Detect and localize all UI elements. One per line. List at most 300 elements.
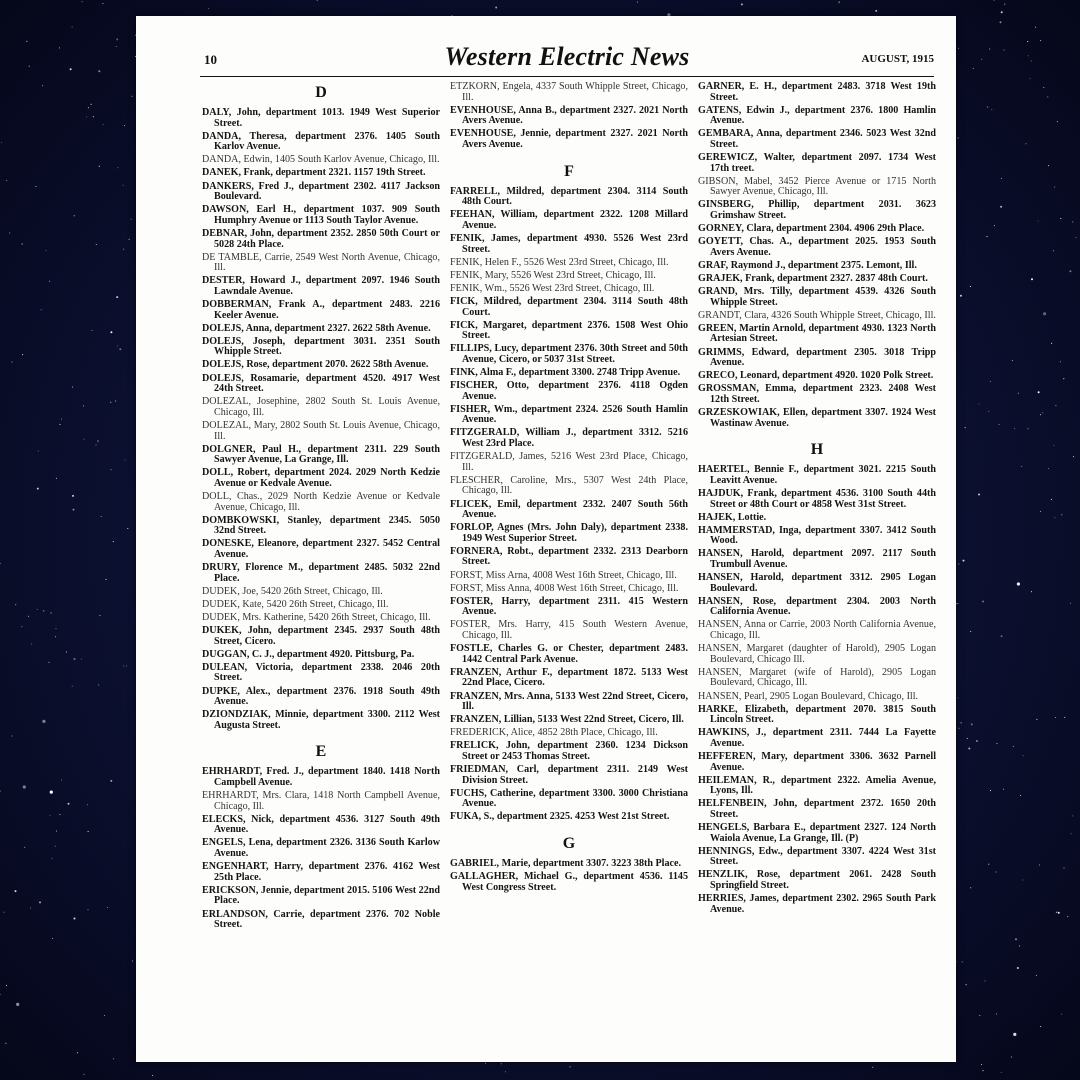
directory-entry: FRANZEN, Arthur F., department 1872. 5133 West 22nd Place, Cicero. bbox=[450, 666, 688, 689]
directory-entry: DOLEJS, Joseph, department 3031. 2351 South Whipple Street. bbox=[202, 335, 440, 358]
star bbox=[1001, 178, 1002, 179]
star bbox=[70, 68, 72, 70]
star bbox=[1031, 60, 1032, 61]
directory-entry: DOLEJS, Rose, department 2070. 2622 58th Avenue. bbox=[202, 359, 429, 371]
directory-entry: ENGELS, Lena, department 2326. 3136 South Karlow Avenue. bbox=[202, 837, 440, 860]
star bbox=[35, 186, 36, 187]
star bbox=[29, 66, 30, 67]
star bbox=[87, 804, 88, 805]
directory-entry: HAJEK, Lottie. bbox=[698, 511, 767, 523]
star bbox=[1040, 40, 1041, 41]
star bbox=[98, 684, 99, 685]
star bbox=[317, 0, 318, 1]
star bbox=[116, 38, 118, 40]
star bbox=[61, 779, 62, 780]
star bbox=[83, 405, 84, 406]
directory-entry: FEEHAN, William, department 2322. 1208 Millard Avenue. bbox=[450, 209, 688, 231]
star bbox=[961, 722, 962, 723]
star bbox=[1001, 635, 1003, 637]
star bbox=[1, 142, 2, 143]
star bbox=[875, 10, 877, 12]
star bbox=[996, 1013, 997, 1014]
directory-entry: GROSSMAN, Emma, department 2323. 2408 West 12th Street. bbox=[698, 383, 936, 405]
star bbox=[967, 738, 968, 739]
star bbox=[72, 495, 74, 497]
star bbox=[570, 1066, 571, 1067]
directory-entry: GORNEY, Clara, department 2304. 4906 29th Place. bbox=[698, 223, 925, 235]
star bbox=[1023, 755, 1024, 756]
directory-entry: DUPKE, Alex., department 2376. 1918 South 49th Avenue. bbox=[202, 685, 440, 708]
directory-entry: HAERTEL, Bennie F., department 3021. 2215 South Leavitt Avenue. bbox=[698, 464, 936, 486]
star bbox=[1019, 945, 1020, 946]
star bbox=[31, 643, 32, 644]
star bbox=[3, 912, 4, 913]
issue-date: AUGUST, 1915 bbox=[861, 53, 934, 65]
star bbox=[116, 46, 117, 47]
star bbox=[39, 901, 41, 903]
directory-entry: FITZGERALD, James, 5216 West 23rd Place, Chicago, Ill. bbox=[450, 451, 688, 473]
directory-entry: DOLL, Robert, department 2024. 2029 North Kedzie Avenue or Kedvale Avenue. bbox=[202, 467, 440, 489]
star bbox=[485, 1063, 486, 1064]
star bbox=[1031, 591, 1032, 592]
star bbox=[50, 791, 53, 794]
directory-entry: DULEAN, Victoria, department 2338. 2046 20th Street. bbox=[202, 661, 440, 684]
directory-entry: ENGENHART, Harry, department 2376. 4162 West 25th Place. bbox=[202, 861, 440, 883]
star bbox=[52, 938, 53, 939]
star bbox=[113, 541, 114, 542]
directory-entry: HANSEN, Harold, department 2097. 2117 South Trumbull Avenue. bbox=[698, 548, 936, 570]
directory-entry: DUGGAN, C. J., department 4920. Pittsburg, Pa. bbox=[202, 648, 415, 660]
directory-entry: FRANZEN, Mrs. Anna, 5133 West 22nd Street, Cicero, Ill. bbox=[450, 690, 688, 713]
star bbox=[74, 215, 75, 216]
directory-entry: GARNER, E. H., department 2483. 3718 West 19th Street. bbox=[698, 81, 936, 103]
directory-entry: FICK, Mildred, department 2304. 3114 South 48th Court. bbox=[450, 295, 688, 318]
star bbox=[1000, 206, 1002, 208]
star bbox=[1012, 360, 1013, 361]
star bbox=[37, 609, 38, 610]
star bbox=[996, 743, 997, 744]
star bbox=[117, 345, 118, 346]
directory-entry: HANSEN, Rose, department 2304. 2003 North California Avenue. bbox=[698, 595, 936, 618]
star bbox=[1042, 412, 1043, 413]
star bbox=[970, 887, 971, 888]
star bbox=[88, 831, 89, 832]
directory-entry: DANDA, Theresa, department 2376. 1405 South Karlov Avenue. bbox=[202, 130, 440, 153]
directory-entry: GRZESKOWIAK, Ellen, department 3307. 1924 West Wastinaw Avenue. bbox=[698, 407, 936, 429]
directory-entry: FOSTER, Harry, department 2311. 415 Western Avenue. bbox=[450, 595, 688, 618]
directory-entry: HARKE, Elizabeth, department 2070. 3815 South Lincoln Street. bbox=[698, 703, 936, 726]
directory-entry: ERICKSON, Jennie, department 2015. 5106 West 22nd Place. bbox=[202, 884, 440, 907]
star bbox=[982, 601, 984, 603]
star bbox=[960, 295, 962, 297]
directory-entry: DOMBKOWSKI, Stanley, department 2345. 5050 32nd Street. bbox=[202, 514, 440, 537]
star bbox=[1063, 867, 1064, 868]
star bbox=[1022, 879, 1023, 880]
star bbox=[0, 994, 1, 995]
star bbox=[958, 48, 959, 49]
star bbox=[5, 1043, 6, 1044]
star bbox=[22, 354, 23, 355]
star bbox=[132, 960, 133, 961]
star bbox=[52, 858, 53, 859]
directory-entry: DANDA, Edwin, 1405 South Karlov Avenue, Chicago, Ill. bbox=[202, 154, 440, 166]
star bbox=[1004, 4, 1005, 5]
directory-entry: HELFENBEIN, John, department 2372. 1650 20th Street. bbox=[698, 798, 936, 820]
directory-entry: FRANZEN, Lillian, 5133 West 22nd Street, Cicero, Ill. bbox=[450, 714, 684, 726]
star bbox=[103, 124, 104, 125]
star bbox=[1001, 11, 1003, 13]
directory-entry: GEREWICZ, Walter, department 2097. 1734 West 17th treet. bbox=[698, 152, 936, 174]
directory-entry: FRIEDMAN, Carl, department 2311. 2149 West Division Street. bbox=[450, 764, 688, 786]
star bbox=[1060, 218, 1061, 219]
section-letter-d: D bbox=[315, 84, 327, 101]
star bbox=[1040, 1026, 1041, 1027]
directory-entry: FUCHS, Catherine, department 3300. 3000 Christiana Avenue. bbox=[450, 787, 688, 810]
directory-entry: DUDEK, Joe, 5420 26th Street, Chicago, Ill. bbox=[202, 585, 383, 597]
star bbox=[11, 361, 12, 362]
star bbox=[59, 47, 60, 48]
star bbox=[979, 1015, 980, 1016]
star bbox=[119, 348, 121, 350]
star bbox=[11, 735, 12, 736]
star bbox=[976, 740, 978, 742]
star bbox=[59, 814, 60, 815]
directory-entry: GREEN, Martin Arnold, department 4930. 1323 North Artesian Street. bbox=[698, 322, 936, 345]
star bbox=[1051, 343, 1052, 344]
directory-entry: FORST, Miss Anna, 4008 West 16th Street, Chicago, Ill. bbox=[450, 582, 679, 594]
star bbox=[107, 907, 108, 908]
star bbox=[1043, 87, 1044, 88]
directory-entry: FORLOP, Agnes (Mrs. John Daly), department 2338. 1949 West Superior Street. bbox=[450, 522, 688, 544]
star bbox=[101, 516, 102, 517]
star bbox=[971, 723, 973, 725]
star bbox=[1003, 49, 1004, 50]
star bbox=[505, 1071, 506, 1072]
star bbox=[1035, 27, 1036, 28]
directory-entry: DZIONDZIAK, Minnie, department 3300. 2112 West Augusta Street. bbox=[202, 709, 440, 731]
directory-entry: GRIMMS, Edward, department 2305. 3018 Tripp Avenue. bbox=[698, 346, 936, 369]
masthead-title: Western Electric News bbox=[444, 42, 690, 71]
star bbox=[26, 41, 27, 42]
directory-entry: GRAND, Mrs. Tilly, department 4539. 4326 South Whipple Street. bbox=[698, 286, 936, 308]
section-letter-h: H bbox=[810, 441, 824, 459]
newspaper-page bbox=[136, 16, 956, 1062]
star bbox=[963, 560, 965, 562]
star bbox=[1048, 165, 1049, 166]
directory-entry: GATENS, Edwin J., department 2376. 1800 Hamlin Avenue. bbox=[698, 104, 936, 127]
directory-entry: FUKA, S., department 2325. 4253 West 21st Street. bbox=[450, 811, 670, 823]
star bbox=[42, 720, 45, 723]
star bbox=[55, 846, 56, 847]
star bbox=[1053, 250, 1054, 251]
star bbox=[116, 296, 118, 298]
star bbox=[68, 803, 70, 805]
star bbox=[1071, 833, 1072, 834]
star bbox=[22, 243, 23, 244]
star bbox=[93, 116, 94, 117]
star bbox=[88, 107, 89, 108]
star bbox=[1001, 1072, 1002, 1073]
star bbox=[986, 236, 987, 237]
directory-entry: DUDEK, Kate, 5420 26th Street, Chicago, Ill. bbox=[202, 598, 389, 610]
star bbox=[1060, 361, 1061, 362]
star bbox=[968, 748, 970, 750]
directory-entry: HENGELS, Barbara E., department 2327. 124 North Waiola Avenue, La Grange, Ill. (P) bbox=[698, 822, 936, 844]
directory-entry: HEFFEREN, Mary, department 3306. 3632 Parnell Avenue. bbox=[698, 750, 936, 773]
star bbox=[72, 686, 73, 687]
directory-entry: FITZGERALD, William J., department 3312. 5216 West 23rd Place. bbox=[450, 427, 688, 450]
star bbox=[123, 666, 124, 667]
star bbox=[49, 815, 50, 816]
star bbox=[1013, 1033, 1016, 1036]
directory-entry: DOLGNER, Paul H., department 2311. 229 South Sawyer Avenue, La Grange, Ill. bbox=[202, 443, 440, 466]
star bbox=[110, 469, 111, 470]
star bbox=[126, 665, 127, 666]
star bbox=[38, 450, 39, 451]
directory-entry: HAJDUK, Frank, department 4536. 3100 South 44th Street or 48th Court or 4858 West 31st Street. bbox=[698, 487, 936, 510]
directory-entry: DOLEZAL, Mary, 2802 South St. Louis Avenue, Chicago, Ill. bbox=[202, 419, 440, 442]
star bbox=[21, 626, 22, 627]
star bbox=[55, 636, 56, 637]
star bbox=[981, 59, 982, 60]
star bbox=[1054, 517, 1055, 518]
star bbox=[61, 419, 62, 420]
directory-entry: GINSBERG, Phillip, department 2031. 3623 Grimshaw Street. bbox=[698, 199, 936, 222]
star bbox=[110, 331, 112, 333]
directory-entry: DOBBERMAN, Frank A., department 2483. 2216 Keeler Avenue. bbox=[202, 299, 440, 321]
star bbox=[1018, 393, 1019, 394]
star bbox=[99, 615, 100, 616]
section-letter-e: E bbox=[315, 743, 327, 761]
directory-entry: FENIK, Helen F., 5526 West 23rd Street, Chicago, Ill. bbox=[450, 256, 669, 268]
directory-entry: GRECO, Leonard, department 4920. 1020 Polk Street. bbox=[698, 370, 934, 382]
column-1 bbox=[202, 82, 440, 933]
star bbox=[24, 847, 25, 848]
page-header bbox=[200, 32, 934, 77]
directory-entry: EHRHARDT, Mrs. Clara, 1418 North Campbell Avenue, Chicago, Ill. bbox=[202, 790, 440, 812]
directory-entry: DANKERS, Fred J., department 2302. 4117 Jackson Boulevard. bbox=[202, 180, 440, 203]
star bbox=[55, 628, 56, 629]
directory-entry: FISCHER, Otto, department 2376. 4118 Ogden Avenue. bbox=[450, 380, 688, 402]
directory-entry: HERRIES, James, department 2302. 2965 South Park Avenue. bbox=[698, 893, 936, 915]
directory-entry: DOLEJS, Rosamarie, department 4520. 4917 West 24th Street. bbox=[202, 372, 440, 395]
star bbox=[30, 907, 31, 908]
directory-entry: FENIK, Wm., 5526 West 23rd Street, Chicago, Ill. bbox=[450, 282, 655, 294]
directory-entry: DOLL, Chas., 2029 North Kedzie Avenue or Kedvale Avenue, Chicago, Ill. bbox=[202, 491, 440, 513]
star bbox=[131, 96, 132, 97]
star bbox=[73, 509, 75, 511]
star bbox=[152, 1075, 153, 1076]
star bbox=[115, 401, 116, 402]
star bbox=[1043, 312, 1046, 315]
directory-entry: EVENHOUSE, Jennie, department 2327. 2021 North Avers Avenue. bbox=[450, 128, 688, 150]
star bbox=[1064, 717, 1065, 718]
directory-entry: HEILEMAN, R., department 2322. Amelia Avenue, Lyons, Ill. bbox=[698, 774, 936, 797]
star bbox=[1031, 278, 1033, 280]
star bbox=[958, 563, 959, 564]
star bbox=[127, 528, 128, 529]
star bbox=[45, 250, 46, 251]
star bbox=[957, 697, 958, 698]
directory-entry: GIBSON, Mabel, 3452 Pierce Avenue or 1715 North Sawyer Avenue, Chicago, Ill. bbox=[698, 175, 936, 198]
star bbox=[1070, 603, 1071, 604]
star bbox=[978, 404, 979, 405]
column-2 bbox=[450, 82, 688, 896]
star bbox=[1051, 499, 1052, 500]
star bbox=[208, 8, 209, 9]
star bbox=[966, 984, 967, 985]
star bbox=[6, 180, 7, 181]
star bbox=[988, 411, 989, 412]
directory-entry: DAWSON, Earl H., department 1037. 909 South Humphry Avenue or 1113 South Taylor Avenue. bbox=[202, 204, 440, 226]
star bbox=[501, 1063, 502, 1064]
star bbox=[91, 104, 92, 105]
directory-entry: FORNERA, Robt., department 2332. 2313 Dearborn Street. bbox=[450, 545, 688, 568]
star bbox=[989, 49, 990, 50]
star bbox=[1014, 428, 1015, 429]
star bbox=[1003, 789, 1004, 790]
star bbox=[82, 1, 83, 2]
star bbox=[74, 658, 76, 660]
star bbox=[990, 790, 991, 791]
star bbox=[994, 225, 995, 226]
page-number: 10 bbox=[204, 52, 217, 67]
directory-entry: HANSEN, Pearl, 2905 Logan Boulevard, Chicago, Ill. bbox=[698, 690, 919, 702]
star bbox=[978, 494, 980, 496]
star bbox=[16, 1003, 19, 1006]
star bbox=[124, 125, 125, 126]
directory-entry: HENNINGS, Edw., department 3307. 4224 West 31st Street. bbox=[698, 845, 936, 868]
star bbox=[104, 1015, 105, 1016]
directory-entry: DANEK, Frank, department 2321. 1157 19th Street. bbox=[202, 167, 426, 179]
directory-entry: GALLAGHER, Michael G., department 4536. 1145 West Congress Street. bbox=[450, 871, 688, 893]
directory-entry: FICK, Margaret, department 2376. 1508 West Ohio Street. bbox=[450, 319, 688, 342]
star bbox=[1027, 428, 1028, 429]
star bbox=[956, 603, 957, 604]
star bbox=[59, 424, 60, 425]
star bbox=[1072, 221, 1073, 222]
star bbox=[1073, 456, 1074, 457]
directory-entry: FREDERICK, Alice, 4852 28th Place, Chicago, Ill. bbox=[450, 727, 658, 739]
directory-entry: HAMMERSTAD, Inga, department 3307. 3412 South Wood. bbox=[698, 524, 936, 547]
directory-entry: DUDEK, Mrs. Katherine, 5420 26th Street, Chicago, Ill. bbox=[202, 611, 431, 623]
star bbox=[41, 309, 42, 310]
star bbox=[96, 244, 97, 245]
star bbox=[56, 478, 57, 479]
star bbox=[962, 961, 963, 962]
star bbox=[110, 402, 111, 403]
star bbox=[987, 107, 988, 108]
star bbox=[37, 488, 39, 490]
star bbox=[984, 980, 985, 981]
star bbox=[1067, 916, 1068, 917]
star bbox=[495, 7, 497, 9]
star bbox=[1040, 414, 1041, 415]
star bbox=[1011, 1056, 1012, 1057]
directory-entry: FENIK, Mary, 5526 West 23rd Street, Chicago, Ill. bbox=[450, 269, 656, 281]
star bbox=[1025, 143, 1026, 144]
star bbox=[83, 1074, 84, 1075]
star bbox=[1029, 78, 1030, 79]
star bbox=[994, 0, 995, 1]
directory-entry: GRANDT, Clara, 4326 South Whipple Street, Chicago, Ill. bbox=[698, 309, 936, 321]
star bbox=[1017, 967, 1019, 969]
star bbox=[1072, 815, 1073, 816]
directory-entry: DESTER, Howard J., department 2097. 1946 South Lawndale Avenue. bbox=[202, 275, 440, 297]
directory-entry: FISHER, Wm., department 2324. 2526 South Hamlin Avenue. bbox=[450, 403, 688, 426]
star bbox=[1036, 975, 1037, 976]
directory-entry: HAWKINS, J., department 2311. 7444 La Fayette Avenue. bbox=[698, 727, 936, 749]
star bbox=[1015, 938, 1017, 940]
star bbox=[1054, 187, 1055, 188]
star bbox=[999, 424, 1000, 425]
star bbox=[105, 579, 106, 580]
star bbox=[86, 116, 87, 117]
star bbox=[97, 441, 98, 442]
star bbox=[42, 85, 43, 86]
directory-entry: DEBNAR, John, department 2352. 2850 50th Court or 5028 24th Place. bbox=[202, 227, 440, 250]
star bbox=[988, 864, 989, 865]
star bbox=[129, 239, 130, 240]
directory-entry: GRAJEK, Frank, department 2327. 2837 48th Court. bbox=[698, 273, 928, 284]
star bbox=[1058, 912, 1060, 914]
directory-entry: GOYETT, Chas. A., department 2025. 1953 South Avers Avenue. bbox=[698, 236, 936, 258]
star bbox=[0, 563, 1, 564]
directory-entry: HANSEN, Margaret (daughter of Harold), 2905 Logan Boulevard, Chicago Ill. bbox=[698, 643, 936, 665]
directory-entry: GABRIEL, Marie, department 3307. 3223 38th Place. bbox=[450, 858, 682, 870]
star bbox=[131, 219, 132, 220]
directory-entry: FRELICK, John, department 2360. 1234 Dickson Street or 2453 Thomas Street. bbox=[450, 740, 688, 762]
directory-entry: ETZKORN, Engela, 4337 South Whipple Street, Chicago, Ill. bbox=[450, 81, 688, 103]
directory-entry: GEMBARA, Anna, department 2346. 5023 West 32nd Street. bbox=[698, 128, 936, 150]
star bbox=[1021, 466, 1022, 467]
directory-entry: DE TAMBLE, Carrie, 2549 West North Avenue, Chicago, Ill. bbox=[202, 251, 440, 274]
star bbox=[51, 612, 52, 613]
star bbox=[996, 871, 997, 872]
star bbox=[77, 1052, 78, 1053]
directory-entry: FILLIPS, Lucy, department 2376. 30th Street and 50th Avenue, Cicero, or 5037 31st Street. bbox=[450, 343, 688, 365]
star bbox=[1056, 912, 1057, 913]
star bbox=[98, 70, 100, 72]
directory-entry: DALY, John, department 1013. 1949 West Superior Street. bbox=[202, 107, 440, 129]
star bbox=[95, 444, 96, 445]
directory-entry: DOLEZAL, Josephine, 2802 South St. Louis Avenue, Chicago, Ill. bbox=[202, 396, 440, 418]
directory-entry: HANSEN, Margaret (wife of Harold), 2905 Logan Boulevard, Chicago, Ill. bbox=[698, 666, 936, 689]
star bbox=[117, 167, 118, 168]
directory-entry: FORST, Miss Arna, 4008 West 16th Street, Chicago, Ill. bbox=[450, 569, 677, 581]
star bbox=[1038, 391, 1040, 393]
directory-entry: EHRHARDT, Fred. J., department 1840. 1418 North Campbell Avenue. bbox=[202, 766, 440, 788]
star bbox=[81, 659, 82, 660]
star bbox=[1055, 717, 1056, 718]
star bbox=[1053, 445, 1054, 446]
directory-entry: FLICEK, Emil, department 2332. 2407 South 56th Avenue. bbox=[450, 498, 688, 521]
star bbox=[741, 3, 743, 5]
directory-entry: ERLANDSON, Carrie, department 2376. 702 Noble Street. bbox=[202, 908, 440, 931]
star bbox=[123, 185, 124, 186]
star bbox=[991, 109, 992, 110]
star bbox=[28, 616, 29, 617]
star bbox=[990, 381, 991, 382]
directory-entry: FOSTLE, Charles G. or Chester, department 2483. 1442 Central Park Avenue. bbox=[450, 643, 688, 665]
star bbox=[1017, 582, 1020, 585]
star bbox=[1013, 746, 1014, 747]
star bbox=[91, 330, 92, 331]
star bbox=[958, 728, 959, 729]
star bbox=[56, 830, 57, 831]
directory-entry: GRAF, Raymond J., department 2375. Lemont, Ill. bbox=[698, 259, 917, 271]
star bbox=[958, 137, 959, 138]
